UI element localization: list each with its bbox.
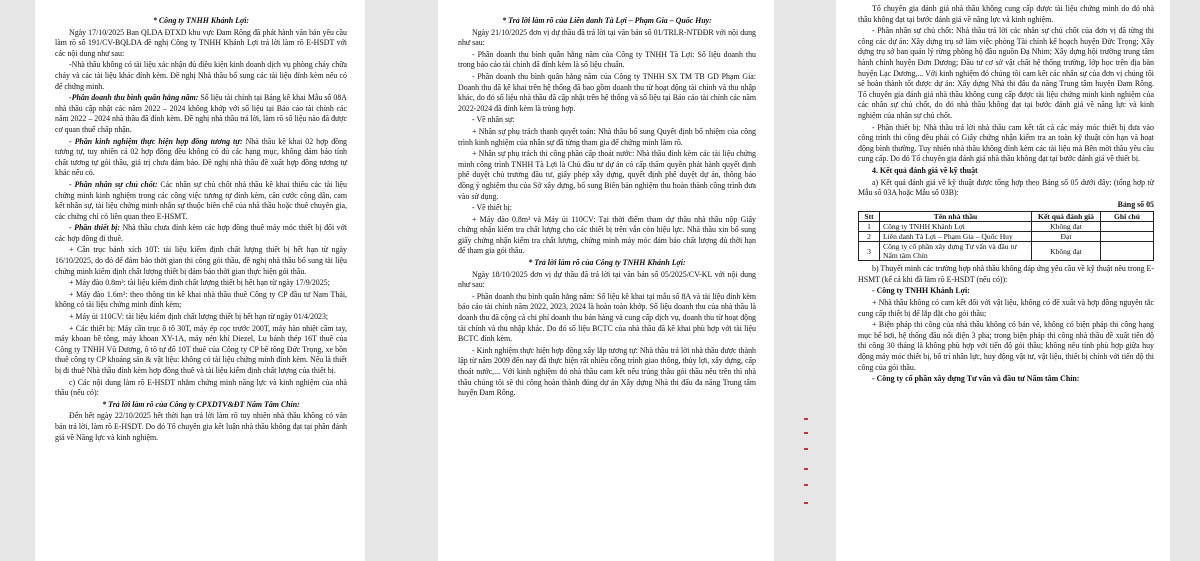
- paragraph: [458, 127, 756, 148]
- paragraph-text: + Máy đào 0.8m³: tài liệu kiểm định chất lượng thiết bị hết hạn từ ngày 17/9/2025;: [69, 278, 330, 288]
- paragraph-text: Tổ chuyên gia đánh giá nhà thầu không cung cấp được tài liệu chứng minh do đó nhà thầu không đạt tại bước đánh giá về năng lực và kinh nghiệm.: [858, 4, 1154, 24]
- paragraph-text: - Công ty TNHH Khánh Lợi:: [872, 286, 970, 296]
- paragraph-text: + Máy ủi 110CV: tài liệu kiểm định chất lượng thiết bị hết hạn từ ngày 01/4/2023;: [69, 312, 329, 322]
- paragraph-text: - Về thiết bị:: [472, 203, 512, 213]
- table-row: [859, 242, 1154, 261]
- paragraph: [858, 178, 1154, 199]
- table-row: [859, 232, 1154, 242]
- paragraph-text: Nhà thầu kê khai 02 hợp đồng tương tự, tuy nhiên cả 02 hợp đồng đều không có đủ các hạng mục, không đảm bảo tính chất tương tự gói thầu, giá trị chưa đảm bảo. Đề nghị nhà thầu đề xuất hợp đồng tương tự khác nếu có.: [55, 136, 347, 178]
- page-3-bottom-text: [858, 264, 1154, 385]
- table-header-row: [859, 212, 1154, 222]
- table-cell: Công ty cổ phần xây dựng Tư vấn và đầu tư Nấm tâm Chín: [880, 242, 1032, 261]
- paragraph-text: a) Kết quả đánh giá về kỹ thuật được tổng hợp theo Bảng số 05 dưới đây: (tổng hợp từ Mẫu số 03A hoặc Mẫu số 03B):: [858, 177, 1154, 198]
- paragraph-text: + Nhân sự phụ trách thanh quyết toán: Nhà thầu bổ sung Quyết định bổ nhiệm của công trình kinh nghiệm của nhân sự đã từng tham gia để chứng minh làm rõ.: [458, 126, 756, 147]
- paragraph-text: * Công ty TNHH Khánh Lợi:: [152, 16, 250, 25]
- section-heading: [458, 16, 756, 27]
- paragraph-text: + Biện pháp thi công của nhà thầu không có bản vẽ, không có biện pháp thi công hạng mục bể bơi, hệ thống đầu nối điện 3 pha; trong biện pháp thi công nhà thầu đề xuất tiến độ thi công 30 tháng là không phù hợp với tiến độ gói thầu; không nêu tính phù hợp giữa huy động máy móc thiết bị, bố trí nhân lực, huy động vật tư, vật liệu, thiết bị chính với tiến độ thi công của gói thầu.: [858, 320, 1154, 372]
- paragraph-text: - Kinh nghiệm thực hiện hợp đồng xây lắp tương tự: Nhà thầu trả lời nhà thầu được thành lập từ năm 2009 đến nay đã thực hiện rất nhiều công trình giao thông, thủy lợi, xây dựng, cấp thoát nước,... Với kinh nghiệm đó nhà thầu cam kết nếu trúng thầu gói thầu nêu trên thì nhà thầu chúng tôi sẽ thi công hoàn thành đúng dự án Xây dựng Nhà thi đấu đa năng Trung tâm huyện Đam Rông.: [458, 345, 756, 398]
- paragraph: [55, 312, 347, 323]
- paragraph: [55, 60, 347, 92]
- paragraph-lead: - Phần kinh nghiệm thực hiện hợp đồng tương tự:: [69, 136, 243, 146]
- paragraph: [55, 411, 347, 443]
- table-cell: Không đạt: [1032, 222, 1101, 232]
- page-3-top-text: [858, 4, 1154, 199]
- paragraph-text: Nhà thầu chưa đính kèm các hợp đồng thuê máy móc thiết bị đối với các hợp đồng đi thuê.: [55, 223, 347, 243]
- margin-marks: [802, 418, 810, 508]
- paragraph: [55, 245, 347, 277]
- paragraph: [55, 378, 347, 399]
- paragraph-text: 4. Kết quả đánh giá về kỹ thuật: [872, 165, 978, 175]
- paragraph-text: Các nhân sự chủ chốt nhà thầu kê khai thiếu các tài liệu chứng minh kinh nghiệm trong các công việc tương tự đính kèm, căn cước công dân, cam kết nhân sự, tài liệu chứng minh nhân sự thuộc biên chế của nhà thầu hoặc thuê chuyên gia, các chứng chỉ có liên quan theo E-HSMT.: [55, 179, 347, 221]
- paragraph-text: - Phần doanh thu bình quân hằng năm: Số liệu kê khai tại mẫu số 8A và tài liệu đính kèm báo cáo tài chính năm 2022, 2023, 2024 là hoàn toàn khớp. Số liệu doanh thu của nhà thầu là doanh thu đã cộng cả chi phí doanh thu bán hàng và cung cấp dịch vụ, doanh thu từ hoạt động tài chính và thu nhập khác. Do đó số liệu BCTC của nhà thầu đã kê khai phù hợp với tài liệu BCTC đính kèm.: [458, 291, 756, 344]
- paragraph-text: - Công ty cổ phần xây dựng Tư vấn và đầu tư Nấm tâm Chín:: [872, 374, 1080, 384]
- table-cell: Liên danh Tà Lợi – Phạm Gia – Quốc Huy: [880, 232, 1032, 242]
- table-cell: Công ty TNHH Khánh Lợi: [880, 222, 1032, 232]
- paragraph-lead: - Phần nhân sự chủ chốt:: [69, 179, 158, 189]
- table-cell: [1101, 222, 1154, 232]
- paragraph: [858, 26, 1154, 121]
- paragraph-text: * Trả lời làm rõ của Liên danh Tà Lợi – Phạm Gia – Quốc Huy:: [502, 16, 712, 25]
- paragraph: [55, 180, 347, 222]
- table-cell: 1: [859, 222, 880, 232]
- paragraph-text: * Trả lời làm rõ của Công ty TNHH Khánh Lợi:: [528, 258, 686, 268]
- section-heading: [55, 400, 347, 411]
- paragraph-text: - Phần doanh thu bình quân hằng năm của Công ty TNHH SX TM TB GD Phạm Gia: Doanh thu đã kê khai trên hệ thống đã bao gồm doanh thu từ hoạt động tài chính và thu nhập khác, do đó số liệu nhà thầu đã cập nhật trên hệ thống và số liệu tại Báo cáo tài chính các năm 2022-2024 đã đính kèm là trùng hợp.: [458, 71, 756, 113]
- paragraph: [858, 320, 1154, 373]
- table-cell: [1101, 242, 1154, 261]
- bold-heading: [858, 286, 1154, 297]
- paragraph-text: - Phần nhân sự chủ chốt: Nhà thầu trả lời các nhân sự chủ chốt của đơn vị đã từng thi công các dự án: Xây dựng trụ sở làm việc phòng Tài chính kế hoạch huyện Đức Trọng; Xây dựng trụ sở ban quản lý rừng phòng hộ đầu nguồn Đạ Nhim; Xây dựng hội trường trung tâm hành chính huyện Đơn Dương; Đầu tư cơ sở vật chất hệ thống trường, lớp học trên địa bàn huyện Lạc Dương,... Với kinh nghiệm đó chúng tôi cam kết các nhân sự của đơn vị chúng tôi sẽ hoàn thành tốt được dự án: Xây dựng Nhà thi đấu đa năng Trung tâm huyện Đam Rông. Tổ chuyên gia đánh giá nhà thầu không cung cấp được tài liệu chứng minh kinh nghiệm của các nhân sự chủ chốt, do đó nhà thầu không đạt tại bước đánh giá về năng lực và kinh nghiệm của nhân sự chủ chốt.: [858, 26, 1154, 120]
- bold-heading: [858, 166, 1154, 177]
- paragraph: [458, 215, 756, 257]
- paragraph: [458, 292, 756, 345]
- paragraph: [55, 324, 347, 377]
- paragraph-text: - Phần doanh thu bình quân hằng năm của Công ty TNHH Tà Lợi: Số liệu doanh thu trong báo cáo tài chính đã đính kèm là số liệu chuẩn.: [458, 49, 756, 70]
- paragraph: [458, 28, 756, 49]
- paragraph-text: c) Các nội dung làm rõ E-HSDT nhằm chứng minh năng lực và kinh nghiệm của nhà thầu (nếu có):: [55, 377, 347, 398]
- paragraph: [458, 270, 756, 291]
- table-cell: Đạt: [1032, 232, 1101, 242]
- paragraph-text: Ngày 18/10/2025 đơn vị dự thầu đã trả lời tại văn bản số 05/2025/CV-KL với nội dung như sau:: [458, 269, 756, 290]
- paragraph: [458, 50, 756, 71]
- paragraph: [858, 264, 1154, 285]
- paragraph-lead: -Phần doanh thu bình quân hằng năm:: [69, 93, 199, 103]
- table-caption: Bảng số 05: [1117, 199, 1154, 209]
- document-page-1: [35, 0, 365, 561]
- paragraph: [458, 115, 756, 126]
- paragraph: [458, 149, 756, 202]
- table-header-cell: Ghi chú: [1101, 212, 1154, 222]
- document-page-3: [836, 0, 1170, 561]
- table-header-cell: Tên nhà thầu: [880, 212, 1032, 222]
- evaluation-table: [858, 211, 1154, 261]
- paragraph: [858, 298, 1154, 319]
- paragraph: [55, 137, 347, 179]
- paragraph: [458, 346, 756, 399]
- paragraph-lead: - Phần thiết bị:: [69, 223, 120, 233]
- table-header-cell: Kết quả đánh giá: [1032, 212, 1101, 222]
- paragraph-text: + Nhà thầu không có cam kết đối với vật liệu, không có đề xuất và hợp đồng nguyên tắc cung cấp thiết bị để lắp đặt cho gói thầu;: [858, 298, 1154, 318]
- paragraph-text: * Trả lời làm rõ của Công ty CPXDTV&ĐT Nấm Tâm Chín:: [102, 399, 300, 409]
- table-cell: 2: [859, 232, 880, 242]
- bold-heading: [858, 374, 1154, 385]
- document-page-2: [438, 0, 774, 561]
- paragraph-text: Đến hết ngày 22/10/2025 hết thời hạn trả lời làm rõ tuy nhiên nhà thầu không có văn bản trả lời, làm rõ E-HSDT. Do đó Tổ chuyên gia kết luận nhà thầu không đạt tại phần đánh giá về Năng lực và kinh nghiệm.: [55, 411, 347, 442]
- paragraph: [55, 28, 347, 60]
- paragraph-text: b) Thuyết minh các trường hợp nhà thầu không đáp ứng yêu cầu về kỹ thuật nêu trong E-HSMT (kể cả khi đã làm rõ E-HSDT (nếu có)):: [858, 264, 1154, 284]
- section-heading: [458, 258, 756, 269]
- table-cell: [1101, 232, 1154, 242]
- paragraph-text: Số liệu tài chính tại Bảng kê khai Mẫu số 08A nhà thầu cập nhật các năm 2022 – 2024 không khớp với số liệu tại Báo cáo tài chính các năm 2022 – 2024 nhà thầu đã đính kèm. Đề nghị nhà thầu trả lời, làm rõ số liệu nào đã được cơ quan thuế chấp nhận.: [55, 93, 347, 134]
- paragraph-text: - Phần thiết bị: Nhà thầu trả lời nhà thầu cam kết tất cả các máy móc thiết bị đưa vào công trình thi công đều phải có Giấy chứng nhận kiểm tra an toàn kỹ thuật còn hạn và hoạt động bình thường. Tuy nhiên nhà thầu không đính kèm các tài liệu mà Bên mời thầu yêu cầu cung cấp. Do đó Tổ chuyên gia đánh giá nhà thầu không đạt tại bước đánh giá về thiết bị.: [858, 122, 1154, 164]
- paragraph: [55, 290, 347, 311]
- paragraph-text: + Nhân sự phụ trách thi công phần cấp thoát nước: Nhà thầu đính kèm các tài liệu chứng minh công trình TNHH Tà Lợi là Chủ đầu tư dự án có cấp thẩm quyền phát hành quyết định phê duyệt chủ trương đầu tư, giấy phép xây dựng, quyết định phê duyệt dự án, thông báo đồng ý nghiệm thu của Sở xây dựng, bổ sung Biên bản nghiệm thu hoàn thành công trình đưa vào sử dụng.: [458, 149, 756, 201]
- paragraph-text: Ngày 21/10/2025 đơn vị dự thầu đã trả lời tại văn bản số 01/TRLR-NTĐĐR với nội dung như sau:: [458, 27, 756, 48]
- paragraph: [55, 93, 347, 135]
- paragraph: [55, 278, 347, 289]
- paragraph: [458, 72, 756, 114]
- paragraph-text: + Các thiết bị: Máy cần trục ô tô 30T, máy ép cọc trước 200T, máy hàn nhiệt cầm tay, máy khoan bê tông, máy khoan XY-1A, máy nén khí Diezel, Lu bánh thép 16T thuê của Công ty TNHH Vũ Dương, ô tô tự đổ 10T thuê của Công ty CP bê tông Đức Trọng, xe bồn thuê công ty CP khoáng sản & vật liệu: không có tài liệu chứng minh đính kèm. Nếu là thiết bị đi thuê Nhà thầu đính kèm hợp đồng thuê và tài liệu kiểm định chất lượng của thiết bị.: [55, 323, 347, 375]
- table-cell: 3: [859, 242, 880, 261]
- paragraph-text: Ngày 17/10/2025 Ban QLDA ĐTXD khu vực Đam Rông đã phát hành văn bản yêu cầu làm rõ số 191/CV-BQLDA đề nghị Công ty TNHH Khánh Lợi trả lời làm rõ E-HSDT với các nội dung như sau:: [55, 27, 347, 58]
- table-cell: Không đạt: [1032, 242, 1101, 261]
- paragraph-text: + Máy đào 0.8m³ và Máy ủi 110CV: Tại thời điểm tham dự thầu nhà thầu nộp Giấy chứng nhận kiểm tra chất lượng cho các thiết bị trên vẫn còn hiệu lực. Nhà thầu xin bổ sung giấy chứng nhận kiểm tra chất lượng, chứng minh máy móc đảm bảo chất lượng đủ thời hạn để tham gia gói thầu.: [458, 214, 756, 256]
- paragraph-text: -Nhà thầu không có tài liệu xác nhận đủ điều kiện kinh doanh dịch vụ phòng cháy chữa cháy và các tài liệu khác đính kèm. Đề nghị Nhà thầu bổ sung các tài liệu đính kèm nếu có để chứng minh.: [55, 60, 347, 91]
- paragraph-text: + Máy đào 1.6m³: theo thông tin kê khai nhà thầu thuê Công ty CP đầu tư Nam Thái, không có tài liệu chứng minh đính kèm;: [55, 289, 347, 310]
- paragraph: [858, 4, 1154, 25]
- paragraph-text: + Cần trục bánh xích 10T: tài liệu kiểm định chất lượng thiết bị hết hạn từ ngày 16/10/2025, do đó để đảm bảo thời gian thi công gói thầu, đề nghị nhà thầu bổ sung tài liệu chứng minh kiểm định chất lượng thiết bị đảm bảo thời gian thực hiện gói thầu.: [55, 245, 347, 276]
- paragraph: [458, 203, 756, 214]
- table-row: [859, 222, 1154, 232]
- paragraph: [55, 223, 347, 244]
- paragraph: [858, 123, 1154, 165]
- section-heading: [55, 16, 347, 27]
- table-header-cell: Stt: [859, 212, 880, 222]
- paragraph-text: - Về nhân sự:: [472, 115, 515, 125]
